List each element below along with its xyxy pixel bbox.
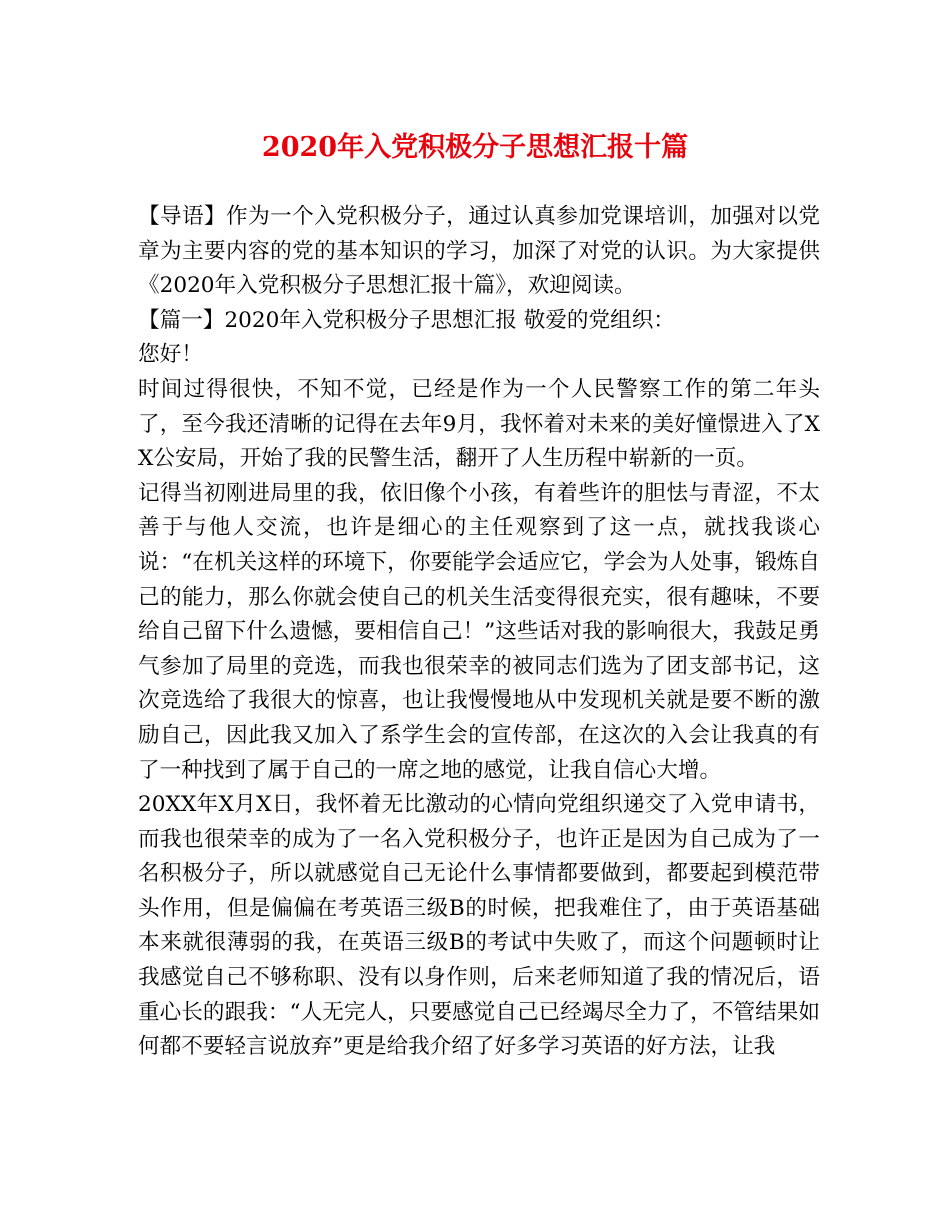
- paragraph-greeting: 您好！: [138, 342, 203, 368]
- paragraph-intro: 【导语】作为一个入党积极分子，通过认真参加党课培训，加强对以党章为主要内容的党的基本知识的学习，加深了对党的认识。为大家提供《2020年入党积极分子思想汇报十篇》，欢迎阅读。: [138, 204, 820, 299]
- paragraph-body-3: 20XX年X月X日，我怀着无比激动的心情向党组织递交了入党申请书，而我也很荣幸的成为了一名入党积极分子，也许正是因为自己成为了一名积极分子，所以就感觉自己无论什么事情都要做到，都要起到模范带头作用，但是偏偏在考英语三级B的时候，把我难住了，由于英语基础本来就很薄弱的我，在英语三级B的考试中失败了，而这个问题顿时让我感觉自己不够称职、没有以身作则，后来老师知道了我的情况后，语重心长的跟我：“人无完人，只要感觉自己已经竭尽全力了，不管结果如何都不要轻言说放弃”更是给我介绍了好多学习英语的好方法，让我: [138, 792, 820, 1060]
- paragraph-section-heading: 【篇一】2020年入党积极分子思想汇报 敬爱的党组织：: [138, 307, 675, 333]
- paragraph-body-1: 时间过得很快，不知不觉，已经是作为一个人民警察工作的第二年头了，至今我还清晰的记得在去年9月，我怀着对未来的美好憧憬进入了XX公安局，开始了我的民警生活，翻开了人生历程中崭新的一页。: [138, 376, 820, 472]
- document-title: 2020年入党积极分子思想汇报十篇: [261, 132, 689, 163]
- document-body: [138, 200, 820, 1065]
- paragraph-body-2: 记得当初刚进局里的我，依旧像个小孩，有着些许的胆怯与青涩，不太善于与他人交流，也许是细心的主任观察到了这一点，就找我谈心说：“在机关这样的环境下，你要能学会适应它，学会为人处事，锻炼自己的能力，那么你就会使自己的机关生活变得很充实，很有趣味，不要给自己留下什么遗憾，要相信自己！”这些话对我的影响很大，我鼓足勇气参加了局里的竞选，而我也很荣幸的被同志们选为了团支部书记，这次竞选给了我很大的惊喜，也让我慢慢地从中发现机关就是要不断的激励自己，因此我又加入了系学生会的宣传部，在这次的入会让我真的有了一种找到了属于自己的一席之地的感觉，让我自信心大增。: [138, 480, 820, 783]
